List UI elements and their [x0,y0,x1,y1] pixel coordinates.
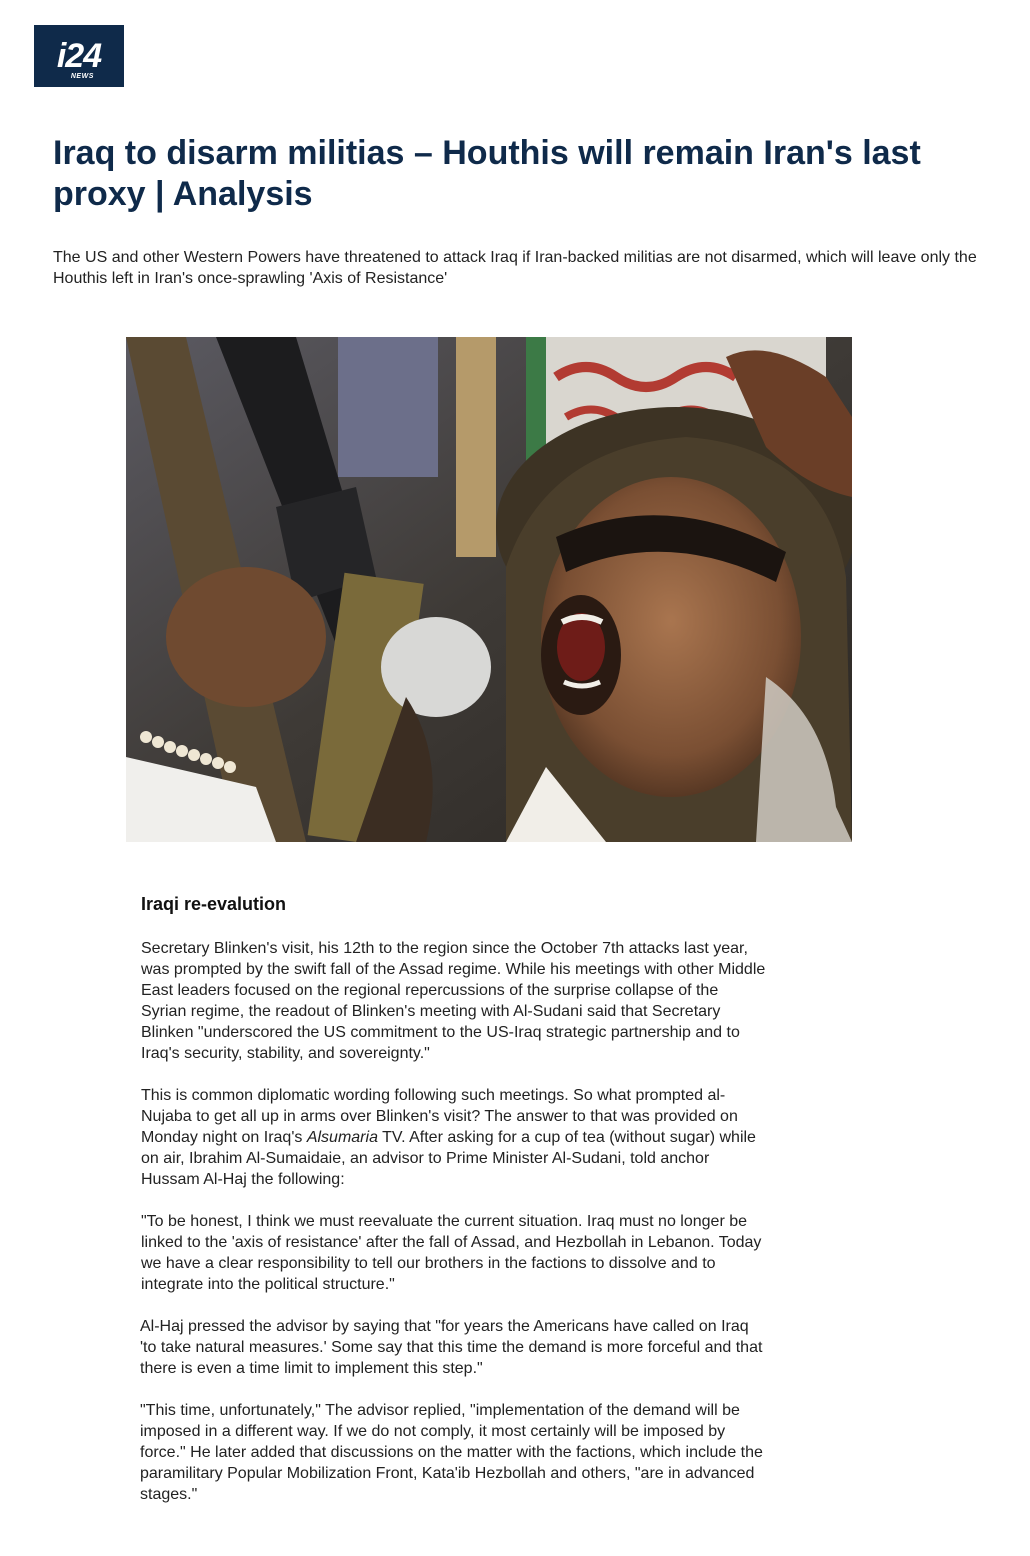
article-body [141,892,766,1526]
logo-subtext: NEWS [70,73,94,80]
paragraph-3-quote: "To be honest, I think we must reevaluate the current situation. Iraq must no longer be linked to the 'axis of resistance' after the fall of Assad, and Hezbollah in Lebanon. Today we have a clear responsibility to tell our brothers in the factions to dissolve and to integrate into the political structure." [141,1213,762,1293]
paragraph-2 [141,1085,766,1190]
logo-text: i24 [56,37,102,75]
site-logo[interactable] [34,25,124,87]
paragraph-1: Secretary Blinken's visit, his 12th to the region since the October 7th attacks last year, was prompted by the swift fall of the Assad regime. While his meetings with other Middle East leaders focused on the regional repercussions of the surprise collapse of the Syrian regime, the readout of Blinken's meeting with Al-Sudani said that Secretary Blinken "underscored the US commitment to the US-Iraq strategic partnership and to Iraq's security, stability, and sovereignty." [141,940,766,1062]
hero-photo [126,337,852,842]
article-subheadline: The US and other Western Powers have threatened to attack Iraq if Iran-backed militias are not disarmed, which will leave only the Houthis left in Iran's once-sprawling 'Axis of Resistance' [53,249,977,287]
paragraph-5: "This time, unfortunately," The advisor replied, "implementation of the demand will be imposed in a different way. If we do not comply, it most certainly will be imposed by force." He later added that discussions on the matter with the factions, which include the paramilitary Popular Mobilization Front, Kata'ib Hezbollah and others, "are in advanced stages." [140,1402,763,1503]
paragraph-2-italic-name: Alsumaria [306,1129,378,1146]
paragraph-4: Al-Haj pressed the advisor by saying that "for years the Americans have called on Iraq 'to take natural measures.' Some say that this time the demand is more forceful and that there is even a time limit to implement this step." [140,1318,763,1377]
logo-wordmark [56,37,102,80]
paragraph-2-text-start: This is common diplomatic wording following such meetings. So what prompted al-Nujaba to get all up in arms over Blinken's visit? The answer to that was provided on Monday night on Iraq's [141,1087,738,1146]
hero-photo-illustration [126,337,852,842]
paragraph-2-text-end: TV. After asking for a cup of tea (without sugar) while on air, Ibrahim Al-Sumaidaie, an advisor to Prime Minister Al-Sudani, told anchor Hussam Al-Haj the following: [141,1129,756,1188]
section-heading: Iraqi re-evalution [141,894,287,914]
article-headline: Iraq to disarm militias – Houthis will remain Iran's last proxy | Analysis [53,134,921,213]
